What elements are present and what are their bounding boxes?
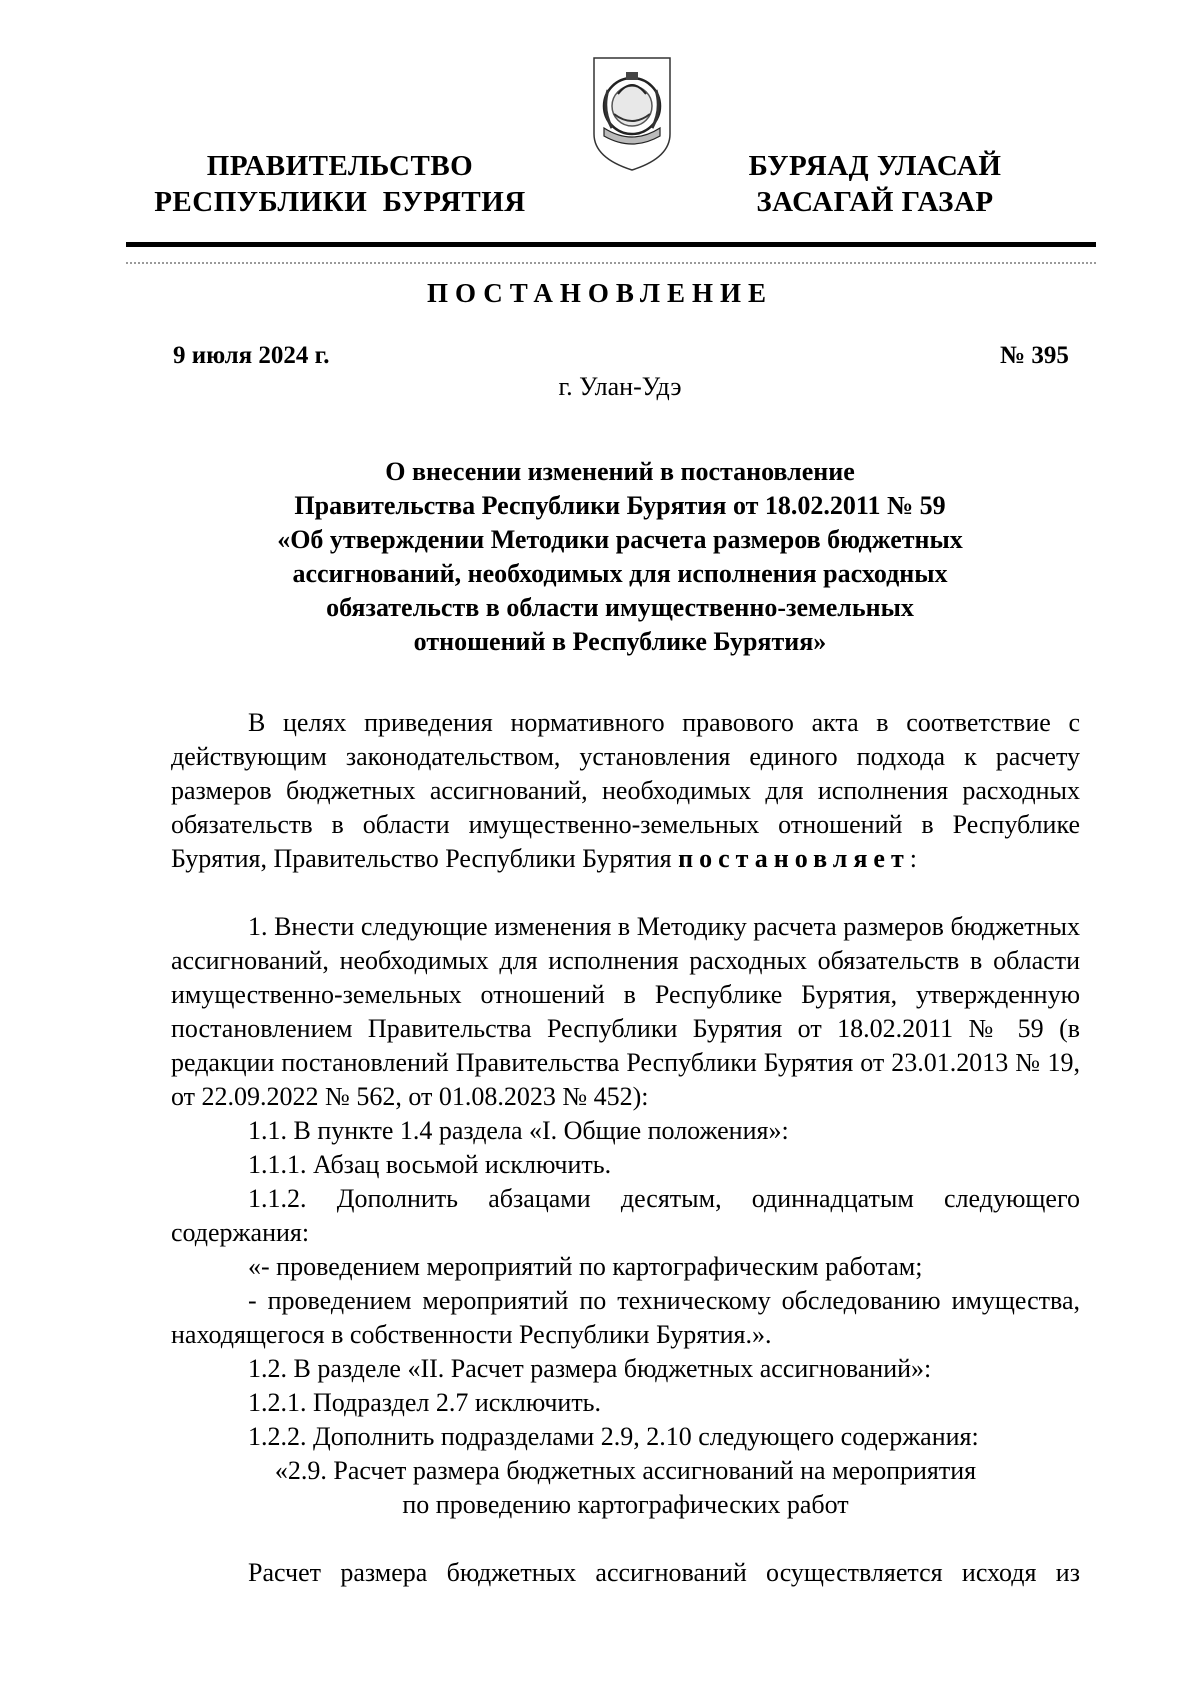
- coat-of-arms-emblem: [588, 54, 676, 174]
- item-1-1-1: 1.1.1. Абзац восьмой исключить.: [248, 1150, 612, 1179]
- header-right: [725, 148, 1025, 220]
- item-1-2-1: 1.2.1. Подраздел 2.7 исключить.: [248, 1388, 602, 1417]
- decree-word: постановляет: [678, 844, 910, 873]
- subject-line-6: отношений в Республике Бурятия»: [413, 627, 827, 656]
- document-date: 9 июля 2024 г.: [173, 342, 330, 369]
- header-right-line-1: БУРЯАД УЛАСАЙ: [748, 150, 1002, 182]
- header-right-line-2: ЗАСАГАЙ ГАЗАР: [756, 186, 994, 218]
- header-rule-thin: [126, 262, 1096, 264]
- subject-line-1: О внесении изменений в постановление: [385, 457, 855, 486]
- item-1-2-2: 1.2.2. Дополнить подразделами 2.9, 2.10 следующего содержания:: [248, 1422, 979, 1451]
- document-body: [171, 706, 1080, 1590]
- item-1-2: 1.2. В разделе «II. Расчет размера бюджетных ассигнований»:: [248, 1354, 932, 1383]
- item-1: 1. Внести следующие изменения в Методику расчета размеров бюджетных ассигнований, необходимых для исполнения расходных обязательств в области имущественно-земельных отношений в Республике Бурятия, утвержденную постановлением Правительства Республики Бурятия от 18.02.2011 № 59 (в редакции постановлений Правительства Республики Бурятия от 23.01.2013 № 19, от 22.09.2022 № 562, от 01.08.2023 № 452):: [171, 912, 1080, 1111]
- quoted-line-1: «- проведением мероприятий по картографическим работам;: [248, 1252, 923, 1281]
- header-rule-thick: [126, 242, 1096, 247]
- subject-line-2: Правительства Республики Бурятия от 18.02.2011 № 59: [294, 491, 946, 520]
- document-subject: [150, 455, 1090, 659]
- subsection-heading-line-2: по проведению картографических работ: [402, 1490, 849, 1519]
- subject-line-4: ассигнований, необходимых для исполнения расходных: [292, 559, 948, 588]
- header-left-line-2: РЕСПУБЛИКИ БУРЯТИЯ: [154, 186, 526, 218]
- item-1-1-2: 1.1.2. Дополнить абзацами десятым, одиннадцатым следующего содержания:: [171, 1184, 1080, 1247]
- document-number: № 395: [1000, 342, 1069, 369]
- preamble-tail: :: [909, 844, 917, 873]
- last-paragraph: Расчет размера бюджетных ассигнований осуществляется исходя из: [248, 1558, 1080, 1587]
- preamble-text: В целях приведения нормативного правового акта в соответствие с действующим законодательством, установления единого подхода к расчету размеров бюджетных ассигнований, необходимых для исполнения расходных обязательств в области имущественно-земельных отношений в Республике Бурятия, Правительство Республики Бурятия: [171, 708, 1080, 873]
- subject-line-5: обязательств в области имущественно-земельных: [326, 593, 914, 622]
- subject-line-3: «Об утверждении Методики расчета размеров бюджетных: [277, 525, 963, 554]
- quoted-line-2: - проведением мероприятий по техническому обследованию имущества, находящегося в собственности Республики Бурятия.».: [171, 1286, 1080, 1349]
- preamble-paragraph: [171, 706, 1080, 876]
- header-left: [150, 148, 530, 220]
- document-type-title: ПОСТАНОВЛЕНИЕ: [426, 278, 774, 308]
- item-1-1: 1.1. В пункте 1.4 раздела «I. Общие положения»:: [248, 1116, 789, 1145]
- document-city: г. Улан-Удэ: [558, 372, 682, 401]
- header-left-line-1: ПРАВИТЕЛЬСТВО: [206, 150, 474, 182]
- subsection-heading-line-1: «2.9. Расчет размера бюджетных ассигнований на мероприятия: [274, 1456, 977, 1485]
